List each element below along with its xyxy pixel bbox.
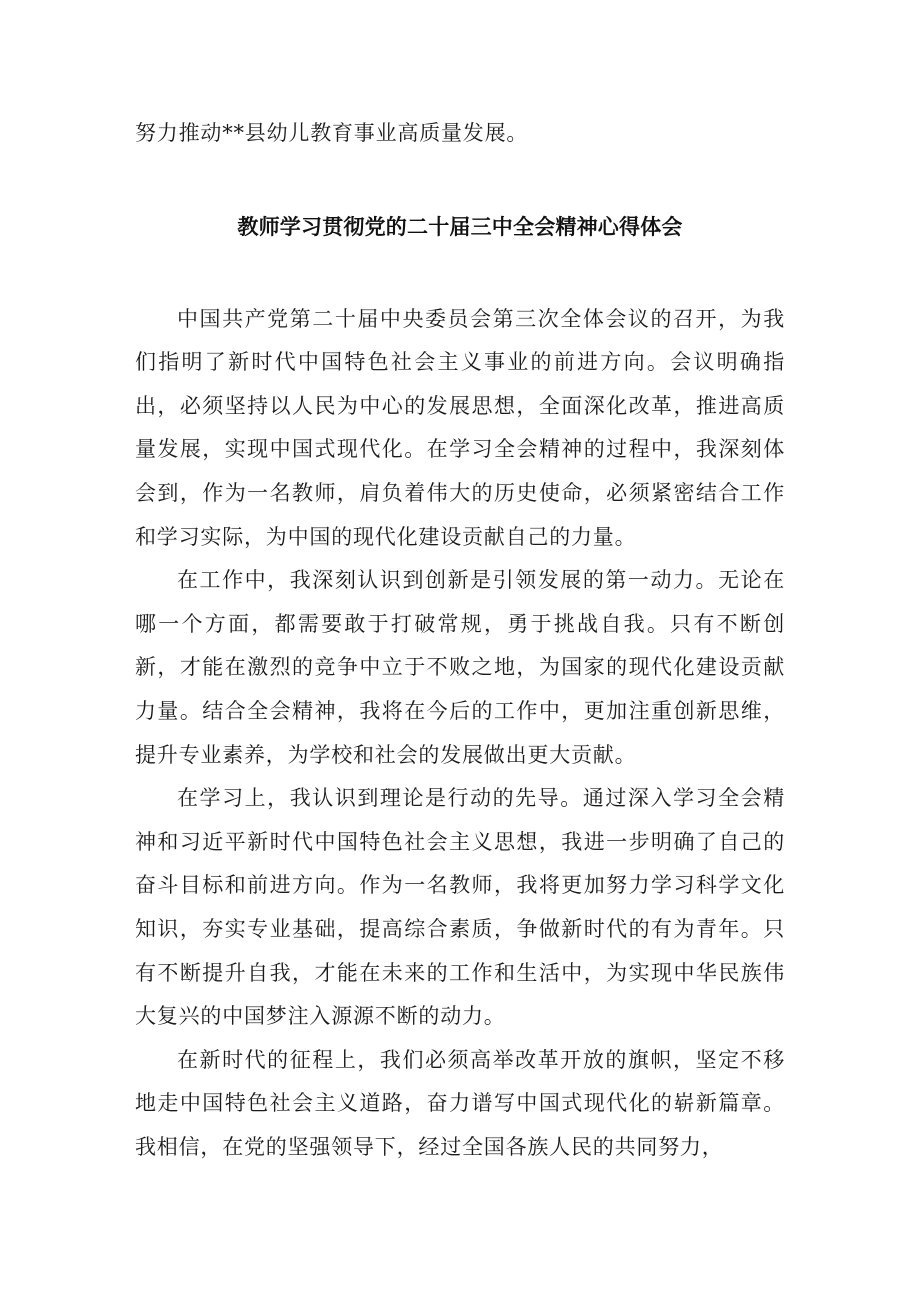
body-paragraph-3: 在学习上，我认识到理论是行动的先导。通过深入学习全会精神和习近平新时代中国特色社会主义思想，我进一步明确了自己的奋斗目标和前进方向。作为一名教师，我将更加努力学习科学文化知识，夯实专业基础，提高综合素质，争做新时代的有为青年。只有不断提升自我，才能在未来的工作和生活中，为实现中华民族伟大复兴的中国梦注入源源不断的动力。 xyxy=(135,786,785,1029)
body-paragraph-1: 中国共产党第二十届中央委员会第三次全体会议的召开，为我们指明了新时代中国特色社会主义事业的前进方向。会议明确指出，必须坚持以人民为中心的发展思想，全面深化改革，推进高质量发展，实现中国式现代化。在学习全会精神的过程中，我深刻体会到，作为一名教师，肩负着伟大的历史使命，必须紧密结合工作和学习实际，为中国的现代化建设贡献自己的力量。 xyxy=(135,306,785,549)
body-paragraph-4: 在新时代的征程上，我们必须高举改革开放的旗帜，坚定不移地走中国特色社会主义道路，奋力谱写中国式现代化的崭新篇章。我相信，在党的坚强领导下，经过全国各族人民的共同努力， xyxy=(135,1047,785,1159)
body-paragraph-2: 在工作中，我深刻认识到创新是引领发展的第一动力。无论在哪一个方面，都需要敢于打破常规，勇于挑战自我。只有不断创新，才能在激烈的竞争中立于不败之地，为国家的现代化建设贡献力量。结合全会精神，我将在今后的工作中，更加注重创新思维，提升专业素养，为学校和社会的发展做出更大贡献。 xyxy=(135,568,785,767)
document-body xyxy=(135,112,785,1169)
document-title: 教师学习贯彻党的二十届三中全会精神心得体会 xyxy=(237,214,683,239)
lead-line: 努力推动**县幼儿教育事业高质量发展。 xyxy=(135,121,529,145)
